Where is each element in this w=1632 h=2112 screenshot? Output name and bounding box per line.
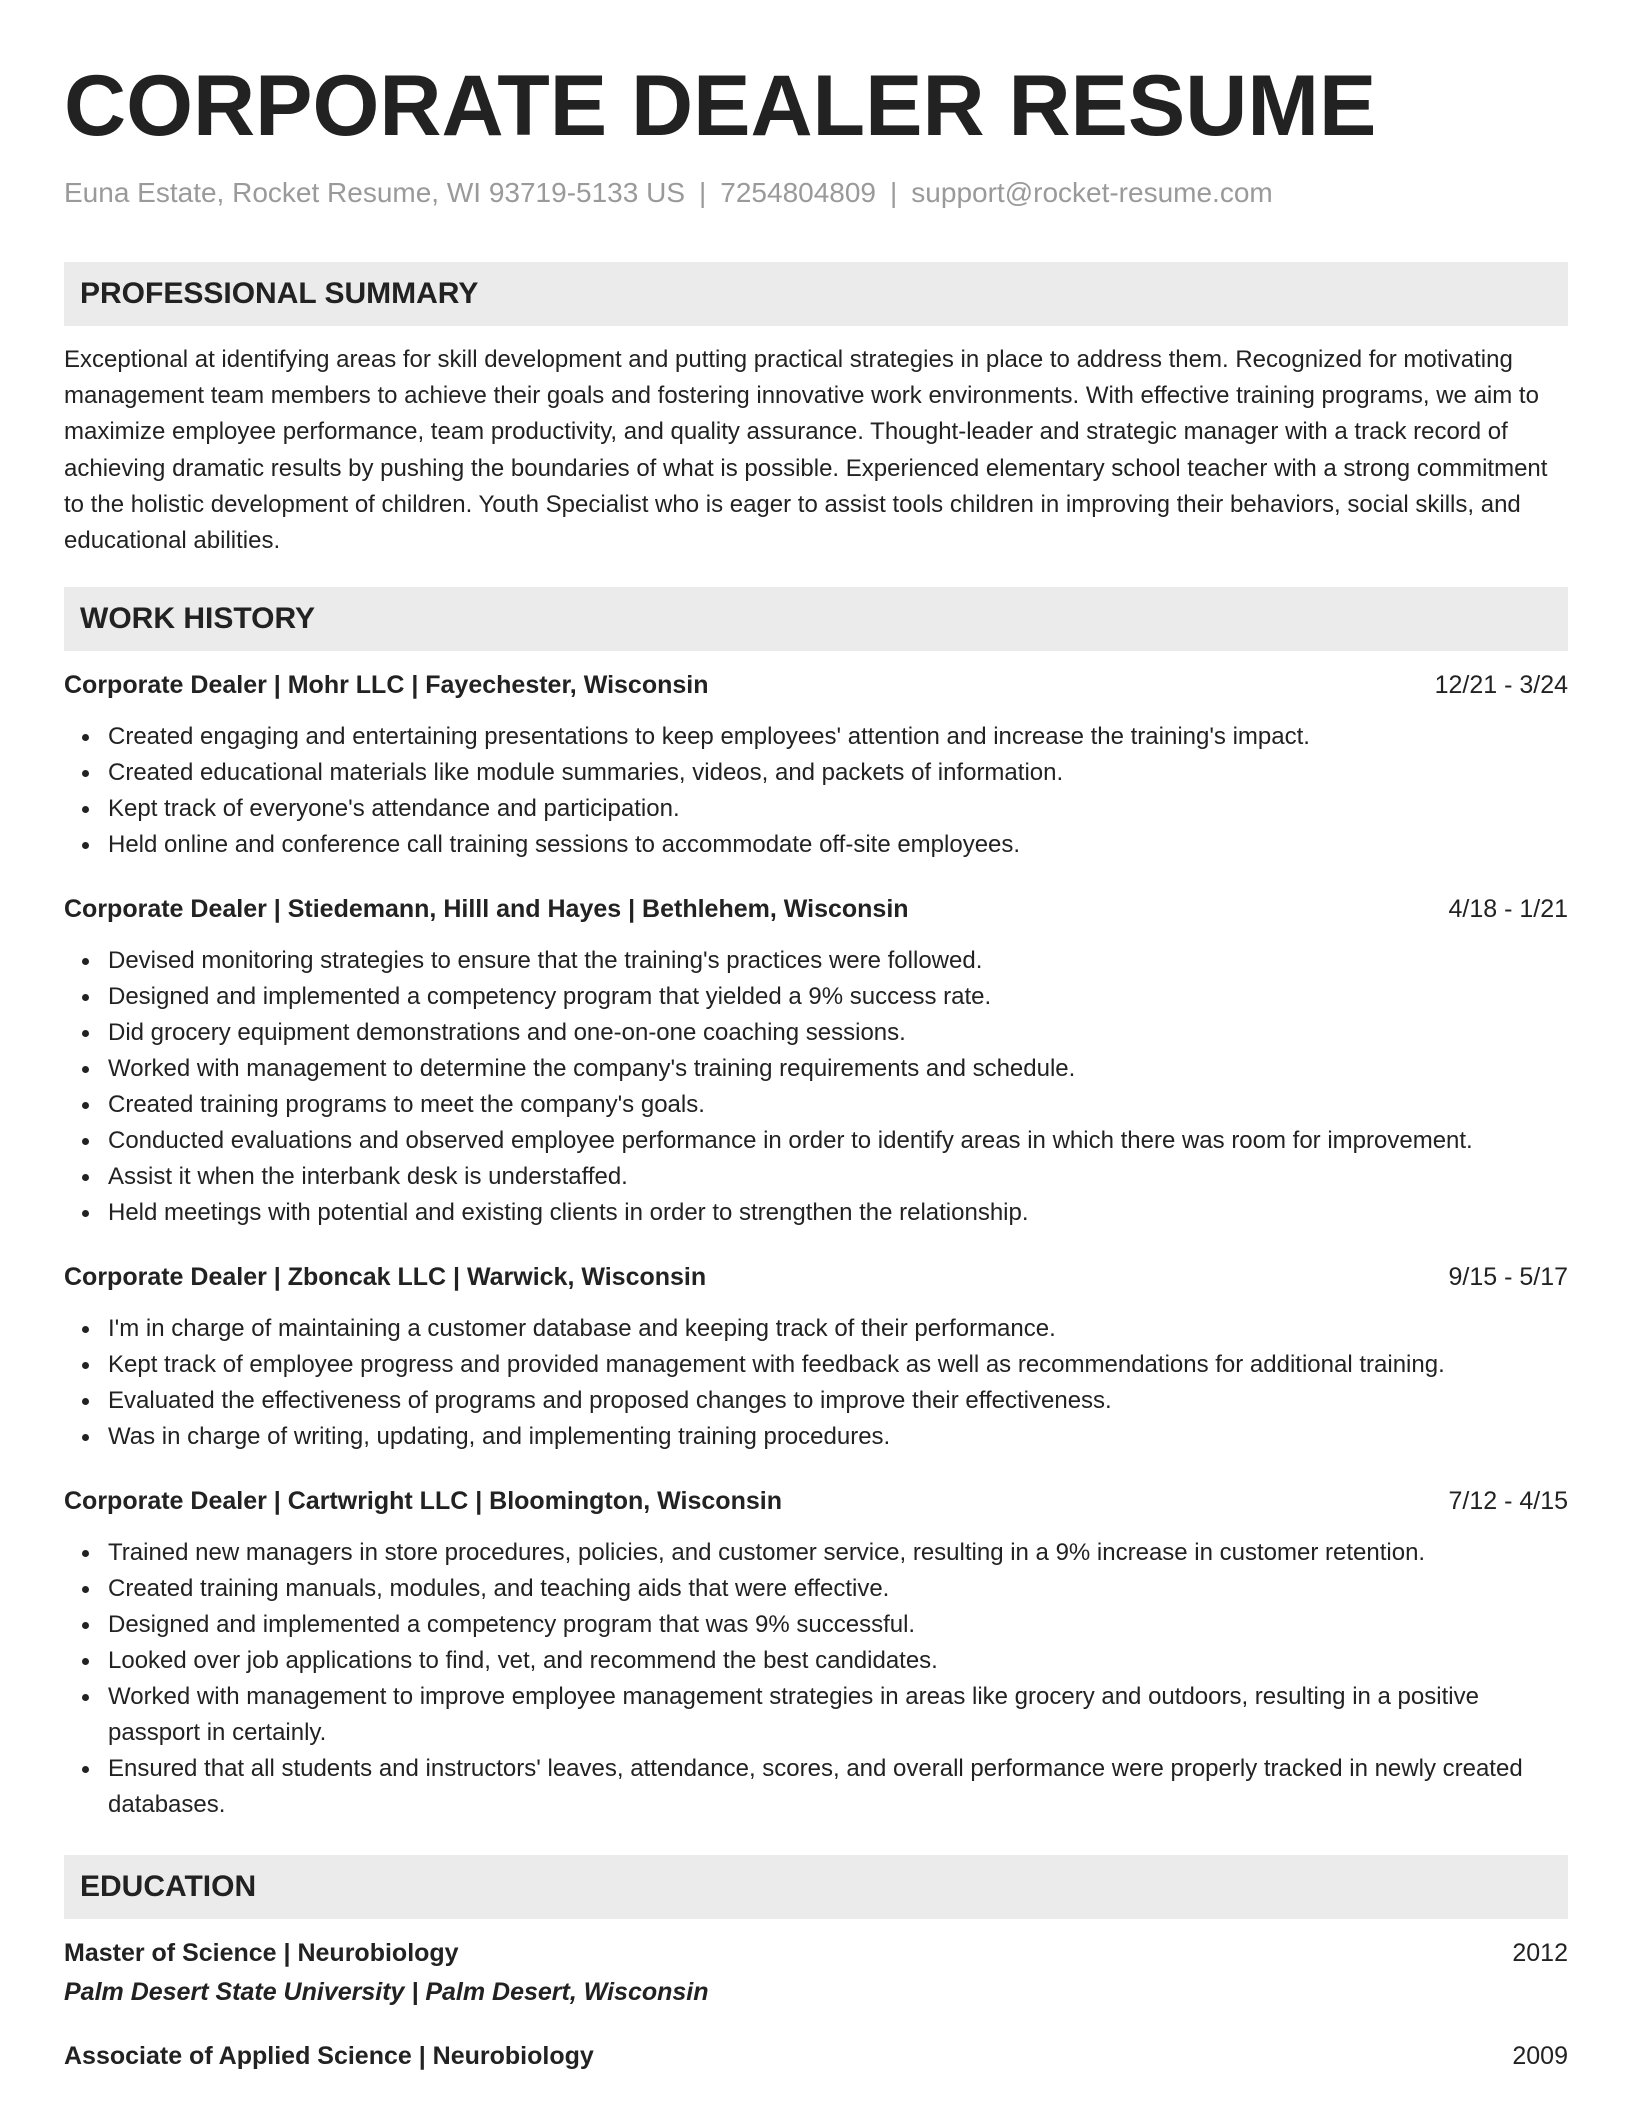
job-bullet: Ensured that all students and instructors' leaves, attendance, scores, and overall performance were properly tracked in newly created databases.	[108, 1751, 1568, 1823]
professional-summary-section	[64, 262, 1568, 559]
education-header	[64, 1937, 1568, 1969]
work-history-section	[64, 587, 1568, 1823]
contact-line	[64, 176, 1568, 210]
contact-phone: 7254804809	[720, 177, 877, 208]
job-bullet: Was in charge of writing, updating, and implementing training procedures.	[108, 1419, 1568, 1455]
section-heading-education: EDUCATION	[64, 1855, 1568, 1919]
job-entry	[64, 893, 1568, 1231]
job-bullet-list	[64, 719, 1568, 863]
job-bullet: Kept track of employee progress and provided management with feedback as well as recommendations for additional training.	[108, 1347, 1568, 1383]
job-bullet: Designed and implemented a competency program that was 9% successful.	[108, 1607, 1568, 1643]
contact-email: support@rocket-resume.com	[911, 177, 1273, 208]
job-bullet: Created educational materials like module summaries, videos, and packets of information.	[108, 755, 1568, 791]
job-title: Corporate Dealer | Mohr LLC | Fayechester, Wisconsin	[64, 671, 709, 700]
job-entry	[64, 1261, 1568, 1455]
job-bullet: Trained new managers in store procedures, policies, and customer service, resulting in a 9% increase in customer retention.	[108, 1535, 1568, 1571]
education-year: 2012	[1512, 1939, 1568, 1968]
job-bullet-list	[64, 1535, 1568, 1823]
resume-title: CORPORATE DEALER RESUME	[64, 58, 1377, 154]
job-bullet: Worked with management to determine the company's training requirements and schedule.	[108, 1051, 1568, 1087]
job-bullet: Assist it when the interbank desk is understaffed.	[108, 1159, 1568, 1195]
job-bullet: Looked over job applications to find, vet, and recommend the best candidates.	[108, 1643, 1568, 1679]
job-bullet: Worked with management to improve employee management strategies in areas like grocery and outdoors, resulting in a positive passport in certainly.	[108, 1679, 1568, 1751]
job-bullet: I'm in charge of maintaining a customer database and keeping track of their performance.	[108, 1311, 1568, 1347]
section-heading-work-history: WORK HISTORY	[64, 587, 1568, 651]
job-title: Corporate Dealer | Stiedemann, Hilll and Hayes | Bethlehem, Wisconsin	[64, 895, 909, 924]
education-header	[64, 2040, 1568, 2072]
contact-separator: |	[890, 177, 898, 208]
section-heading-summary: PROFESSIONAL SUMMARY	[64, 262, 1568, 326]
job-bullet-list	[64, 1311, 1568, 1455]
job-entry	[64, 1485, 1568, 1823]
job-title: Corporate Dealer | Cartwright LLC | Bloomington, Wisconsin	[64, 1487, 782, 1516]
education-entry	[64, 2040, 1568, 2072]
job-bullet-list	[64, 943, 1568, 1231]
education-year: 2009	[1512, 2042, 1568, 2071]
contact-address: Euna Estate, Rocket Resume, WI 93719-5133 US	[64, 177, 685, 208]
job-bullet: Evaluated the effectiveness of programs and proposed changes to improve their effectiveness.	[108, 1383, 1568, 1419]
job-bullet: Designed and implemented a competency program that yielded a 9% success rate.	[108, 979, 1568, 1015]
job-title: Corporate Dealer | Zboncak LLC | Warwick, Wisconsin	[64, 1263, 707, 1292]
job-bullet: Created training manuals, modules, and teaching aids that were effective.	[108, 1571, 1568, 1607]
job-bullet: Did grocery equipment demonstrations and one-on-one coaching sessions.	[108, 1015, 1568, 1051]
job-dates: 12/21 - 3/24	[1434, 671, 1568, 700]
contact-separator: |	[699, 177, 707, 208]
job-header	[64, 1261, 1568, 1293]
job-bullet: Conducted evaluations and observed employee performance in order to identify areas in which there was room for improvement.	[108, 1123, 1568, 1159]
job-entry	[64, 669, 1568, 863]
education-entry	[64, 1937, 1568, 2008]
job-bullet: Kept track of everyone's attendance and participation.	[108, 791, 1568, 827]
job-dates: 9/15 - 5/17	[1448, 1263, 1568, 1292]
job-bullet: Created engaging and entertaining presentations to keep employees' attention and increase the training's impact.	[108, 719, 1568, 755]
job-header	[64, 893, 1568, 925]
job-bullet: Devised monitoring strategies to ensure that the training's practices were followed.	[108, 943, 1568, 979]
education-section	[64, 1855, 1568, 2072]
job-bullet: Held meetings with potential and existing clients in order to strengthen the relationship.	[108, 1195, 1568, 1231]
job-header	[64, 1485, 1568, 1517]
education-degree: Associate of Applied Science | Neurobiology	[64, 2042, 594, 2071]
job-dates: 4/18 - 1/21	[1448, 895, 1568, 924]
job-bullet: Held online and conference call training sessions to accommodate off-site employees.	[108, 827, 1568, 863]
job-dates: 7/12 - 4/15	[1448, 1487, 1568, 1516]
education-school: Palm Desert State University | Palm Desert, Wisconsin	[64, 1978, 709, 2007]
summary-text: Exceptional at identifying areas for skill development and putting practical strategies in place to address them. Recognized for motivating management team members to achieve their goals and fostering innovative work environments. With effective training programs, we aim to maximize employee performance, team productivity, and quality assurance. Thought-leader and strategic manager with a track record of achieving dramatic results by pushing the boundaries of what is possible. Experienced elementary school teacher with a strong commitment to the holistic development of children. Youth Specialist who is eager to assist tools children in improving their behaviors, social skills, and educational abilities.	[64, 346, 1548, 555]
job-bullet: Created training programs to meet the company's goals.	[108, 1087, 1568, 1123]
job-header	[64, 669, 1568, 701]
education-degree: Master of Science | Neurobiology	[64, 1939, 459, 1968]
